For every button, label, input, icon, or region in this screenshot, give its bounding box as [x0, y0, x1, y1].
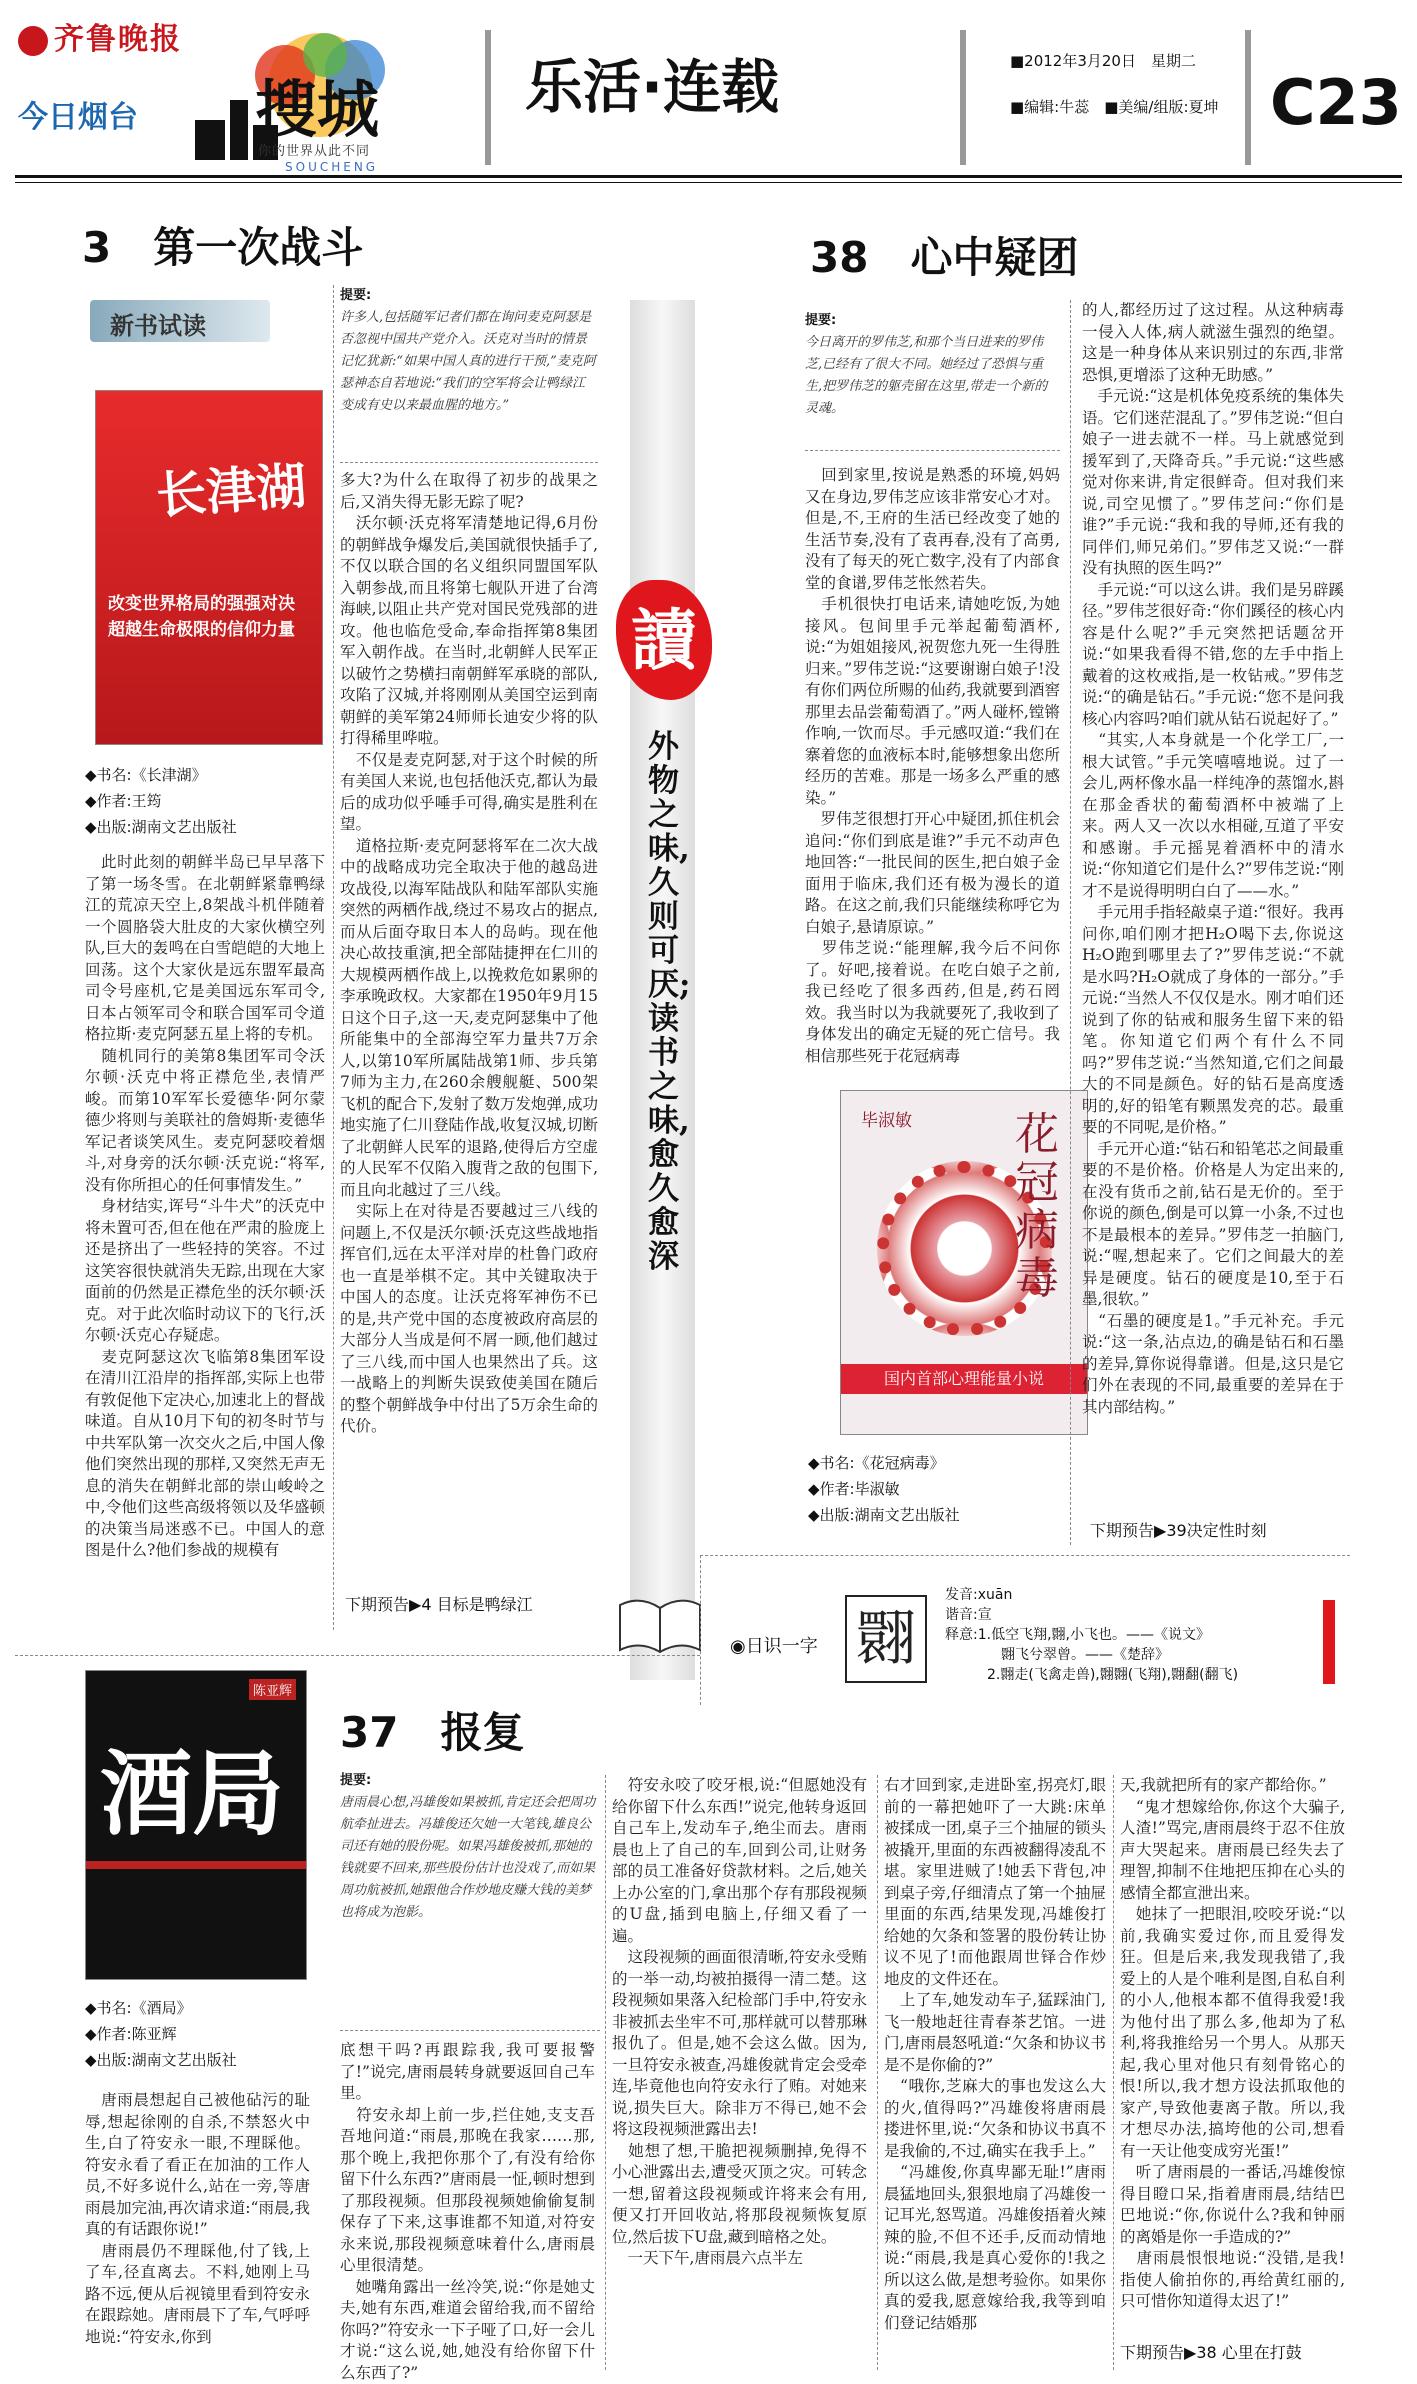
- editors: ■编辑:牛蕊 ■美编/组版:夏坤: [1010, 98, 1219, 116]
- city-edition: 今日烟台: [18, 100, 138, 135]
- paper-name: 齐鲁晚报: [54, 22, 182, 57]
- book-cover-changjinhu: 长津湖 改变世界格局的强强对决 超越生命极限的信仰力量: [95, 390, 323, 745]
- left-article-title: 3 第一次战斗: [82, 223, 364, 272]
- book-cover-jiuju: 陈亚辉 酒局: [85, 1670, 307, 1980]
- page-number: C23: [1270, 66, 1402, 139]
- header-divider: [1245, 30, 1251, 165]
- word-of-day-label: ◉日识一字: [730, 1636, 818, 1657]
- right-article-col2: 的人,都经历过了这过程。从这种病毒一侵入人体,病人就滋生强烈的绝望。这是一种身体从来识别过的东西,非常恐惧,更增添了这种无助感。” 手元说:“这是机体免疫系统的集体失语。它们迷茫混乱了。”罗伟芝说:“但白娘子一进去就不一样。马上就感觉到援军到了,天降奇兵。”手元说:“这些感觉对你来讲,肯定很鲜奇。但对我们来说,司空见惯了。”罗伟芝问:“你们是谁?”手元说:“我和我的导师,还有我的同伴们,师兄弟们。”罗伟芝又说:“一群没有执照的医生吗?” 手元说:“可以这么讲。我们是另辟蹊径。”罗伟芝很好奇:“你们蹊径的核心内容是什么呢?”手元突然把话题岔开说:“如果我看得不错,您的左手中指上戴着的这枚戒指,是一枚钻戒。”罗伟芝说:“的确是钻石。”手元说:“您不是问我核心内容吗?咱们就从钻石说起好了。” “其实,人本身就是一个化学工厂,一根大试管。”手元笑嘻嘻地说。过了一会儿,两杯像水晶一样纯净的蒸馏水,斟在那金香状的葡萄酒杯中被端了上来。两人又一次以水相碰,互道了平安和感谢。手元摇晃着酒杯中的清水说:“你知道它们是什么?”罗伟芝说:“刚才不是说得明明白白了——水。” 手元用手指轻敲桌子道:“很好。我再问你,咱们刚才把H₂O喝下去,你说这H₂O跑到哪里去了?”罗伟芝说:“不就是水吗?H₂O就成了身体的一部分。”手元说:“当然人不仅仅是水。刚才咱们还说到了你的钻戒和服务生留下来的铅笔。你知道它们两个有什么不同吗?”罗伟芝说:“当然知道,它们之间最大的不同是颜色。好的钻石是高度透明的,好的铅笔有颗黑发亮的芯。最重要的不同呢,是价格。” 手元开心道:“钻石和铅笔芯之间最重要的不是价格。价格是人为定出来的,在没有货币之前,钻石是无价的。至于你说的颜色,倒是可以算一小条,不过也不是最根本的差异。”罗伟芝一拍脑门,说:“喔,想起来了。它们之间最大的差异是硬度。钻石的硬度是10,至于石墨,很软。” “石墨的硬度是1。”手元补充。手元说:“这一条,沾点边,的确是钻石和石墨的差异,算你说得靠谱。但是,这只是它们外在表现的不同,最重要的差异在于其内部结构。”: [1082, 301, 1344, 1416]
- left-article-intro: 提要: 许多人,包括随军记者们都在询问麦克阿瑟是否忽视中国共产党介入。沃克对当时的情景记忆犹新:“如果中国人真的进行干预,”麦克阿瑟神态自若地说:“我们的空军将会让鸭绿江变成有史以来最血腥的地方。”: [340, 288, 596, 413]
- intro-divider: [340, 2030, 600, 2031]
- right-book-meta: ◆书名:《花冠病毒》 ◆作者:毕淑敏 ◆出版:湖南文艺出版社: [808, 1454, 960, 1524]
- right-article-title: 38 心中疑团: [810, 233, 1079, 282]
- header-divider: [960, 30, 966, 165]
- column-rule: [877, 1775, 878, 2370]
- bottom-article-col3: 右才回到家,走进卧室,拐亮灯,眼前的一幕把她吓了一大跳:床单被揉成一团,桌子三个抽屉的锁头被撬开,里面的东西被翻得凌乱不堪。家里进贼了!她丢下背包,冲到桌子旁,仔细清点了第一个抽屉里面的东西,结果发现,冯雄俊打给她的欠条和签署的股份转让协议不见了!而他跟周世铎合作炒地皮的文件还在。 上了车,她发动车子,猛踩油门,飞一般地赶往青春茶艺馆。一进门,唐雨晨怒吼道:“欠条和协议书是不是你偷的?” “哦你,芝麻大的事也发这么大的火,值得吗?”冯雄俊将唐雨晨搂进怀里,说:“欠条和协议书真不是我偷的,不过,确实在我手上。” “冯雄俊,你真卑鄙无耻!”唐雨晨猛地回头,狠狠地扇了冯雄俊一记耳光,怒骂道。冯雄俊捂着火辣辣的脸,不但不还手,反而动情地说:“雨晨,我是真心爱你的!我之所以这么做,是想考验你。如果你真的爱我,愿意嫁给我,我等到咱们登记结婚那: [884, 1776, 1106, 2332]
- section-title: 乐活·连载: [525, 53, 780, 121]
- book-cover-huaguanbingdu: 花冠病毒 毕淑敏 国内首部心理能量小说: [840, 1090, 1088, 1435]
- intro-divider: [805, 450, 1060, 451]
- left-article-col1: 此时此刻的朝鲜半岛已早早落下了第一场冬雪。在北朝鲜紧靠鸭绿江的荒凉天空上,8架战斗机伴随着一个圆胳袋大肚皮的大家伙横空列队,巨大的轰鸣在白雪皑皑的大地上回荡。这个大家伙是远东盟军最高司令号座机,它是美国远东军司令,日本占领军司令和联合国军司令道格拉斯·麦克阿瑟五星上将的专机。 随机同行的美第8集团军司令沃尔顿·沃克中将正襟危坐,表情严峻。而第10军军长爱德华·阿尔蒙德少将则与美联社的詹姆斯·麦德华军记者谈笑风生。麦克阿瑟咬着烟斗,对身旁的沃尔顿·沃克说:“将军,没有你所担心的任何事情发生。” 身材结实,诨号“斗牛犬”的沃克中将未置可否,但在他在严肃的脸庞上还是挤出了一些轻持的笑容。不过这笑容很快就消失无踪,出现在大家面前的仍然是正襟危坐的沃尔顿·沃克。对于此次临时动议下的飞行,沃尔顿·沃克心存疑虑。 麦克阿瑟这次飞临第8集团军设在清川江沿岸的指挥部,实际上也带有敦促他下定决心,加速北上的督战味道。自从10月下旬的初冬时节与中共军队第一次交火之后,中国人像他们突然出现的那样,又突然无声无息的消失在朝鲜北部的崇山峻岭之中,令他们这些高级将领以及华盛顿的决策当局迷惑不已。中国人的意图是什么?他们参战的规模有: [85, 853, 325, 1559]
- word-of-day-char: 翾: [845, 1595, 927, 1683]
- section-rule: [15, 1655, 700, 1656]
- word-box-top-rule: [700, 1555, 1350, 1556]
- issue-date: ■2012年3月20日 星期二: [1010, 52, 1196, 70]
- bottom-article-title: 37 报复: [340, 1708, 525, 1757]
- newspaper-logo: [18, 14, 182, 58]
- logo-swirl-icon: [18, 26, 48, 56]
- column-en: SOUCHENG: [285, 160, 379, 174]
- column-slogan: 你的世界从此不同: [258, 144, 371, 159]
- bottom-article-intro: 提要: 唐雨晨心想,冯雄俊如果被抓,肯定还会把周功航牵扯进去。冯雄俊还欠她一大笔钱,雄良公司还有她的股份呢。如果冯雄俊被抓,那她的钱就要不回来,那些股份估计也没戏了,而如果周功航被抓,她跟他合作炒地皮赚大钱的美梦也将成为泡影。: [340, 1773, 596, 1920]
- open-book-icon: [615, 1590, 705, 1660]
- intro-divider: [340, 462, 598, 463]
- reading-quote: 外物之味,久则可厌;读书之味,愈久愈深: [648, 729, 691, 1275]
- header-divider: [485, 30, 491, 165]
- word-of-day-info: 发音:xuān 谐音:宣 释意:1.低空飞翔,翾,小飞也。——《说文》 翾飞兮翠曾。——《楚辞》 2.翾走(飞禽走兽),翾翾(飞翔),翾翻(翻飞): [945, 1587, 1239, 1683]
- column-rule: [333, 285, 334, 1630]
- bottom-article-col4: 天,我就把所有的家产都给你。” “鬼才想嫁给你,你这个大骗子,人渣!”骂完,唐雨晨终于忍不住放声大哭起来。唐雨晨已经失去了理智,抑制不住地把压抑在心头的感情全都宣泄出来。 她抹了一把眼泪,咬咬牙说:“以前,我确实爱过你,而且爱得发狂。但是后来,我发现我错了,我爱上的人是个唯利是图,自私自利的小人,他根本都不值得我爱!我为他付出了那么多,他却为了私利,将我推给另一个男人。从那天起,我心里对他只有刻骨铭心的恨!所以,我才想方设法抓取他的家产,导致他妻离子散。所以,我才想尽办法,搞垮他的公司,想看有一天让他变成穷光蛋!” 听了唐雨晨的一番话,冯雄俊惊得目瞪口呆,指着唐雨晨,结结巴巴地说:“你,你说什么?我和钟丽的离婚是你一手造成的?” 唐雨晨恨恨地说:“没错,是我!指使人偷拍你的,再给黄红丽的,只可惜你知道得太迟了!”: [1120, 1776, 1345, 2310]
- right-article-intro: 提要: 今日离开的罗伟芝,和那个当日进来的罗伟芝,已经有了很大不同。她经过了恐惧与重生,把罗伟芝的躯壳留在这里,带走一个新的灵魂。: [805, 313, 1048, 416]
- bottom-article-col1: 底想干吗?再跟踪我,我可要报警了!”说完,唐雨晨转身就要返回自己车里。 符安永却上前一步,拦住她,支支吾吾地问道:“雨晨,那晚在我家……那,那个晚上,我把你那个了,有没有给你留下什么东西?”唐雨晨一怔,顿时想到了那段视频。但那段视频她偷偷复制保存了下来,这事谁都不知道,对符安永来说,那段视频意味着什么,唐雨晨心里很清楚。 她嘴角露出一丝冷笑,说:“你是她丈夫,她有东西,难道会留给我,而不留给你吗?”符安永一下子哑了口,好一会儿才说:“这么说,她,她没有给你留下什么东西了?”: [340, 2041, 595, 2382]
- bottom-next-preview: 下期预告▶38 心里在打鼓: [1120, 2343, 1302, 2362]
- column-rule: [1113, 1775, 1114, 2370]
- right-article-col1: 回到家里,按说是熟悉的环境,妈妈又在身边,罗伟芝应该非常安心才对。但是,不,王府的生活已经改变了她的生活节奏,没有了袁再春,没有了高勇,没有了每天的死亡数字,没有了内部食堂的食谱,罗伟芝怅然若失。 手机很快打电话来,请她吃饭,为她接风。包间里手元举起葡萄酒杯,说:“为姐姐接风,祝贺您九死一生得胜归来。”罗伟芝说:“这要谢谢白娘子!没有你们两位所赐的仙药,我就要到酒窖那里去品尝葡萄酒了。”两人碰杯,镗锵作响,一饮而尽。手元感叹道:“我们在寨着您的血液标本时,能够想象出您所经历的苦难。那是一场多么严重的感染。” 罗伟芝很想打开心中疑团,抓住机会追问:“你们到底是谁?”手元不动声色地回答:“一批民间的医生,把白娘子金面用于临床,我们还有极为漫长的道路。在这之前,我们只能继续称呼它为白娘子,悬请原谅。” 罗伟芝说:“能理解,我今后不问你了。好吧,接着说。在吃白娘子之前,我已经吃了很多西药,但是,药石罔效。我当时以为我就要死了,我收到了身体发出的确定无疑的死亡信号。我相信那些死于花冠病毒: [805, 466, 1060, 1065]
- column-rule: [1070, 300, 1071, 1545]
- read-glyph: 讀: [616, 580, 712, 700]
- new-book-badge: 新书试读: [90, 300, 270, 342]
- word-box-left-rule: [700, 1555, 701, 1705]
- header-rule-thin: [15, 182, 1402, 183]
- left-next-preview: 下期预告▶4 目标是鸭绿江: [345, 1595, 533, 1614]
- bottom-article-col2: 符安永咬了咬牙根,说:“但愿她没有给你留下什么东西!”说完,他转身返回自己车上,发动车子,绝尘而去。唐雨晨也上了自己的车,回到公司,让财务部的员工准备好贷款材料。之后,她关上办公室的门,拿出那个存有那段视频的U盘,插到电脑上,仔细又看了一遍。 这段视频的画面很清晰,符安永受贿的一举一动,均被拍摄得一清二楚。这段视频如果落入纪检部门手中,符安永非被抓去坐牢不可,那样就可以替那琳报仇了。但是,她不会这么做。因为,一旦符安永被查,冯雄俊就肯定会受牵连,毕竟他也向符安永行了贿。对她来说,损失巨大。除非万不得已,她不会将这段视频泄露出去! 她想了想,干脆把视频删掉,免得不小心泄露出去,遭受灭顶之灾。可转念一想,留着这段视频或许将来会有用,便又打开回收站,将那段视频恢复原位,然后拔下U盘,藏到暗格之处。 一天下午,唐雨晨六点半左: [612, 1776, 867, 2267]
- column-rule: [605, 1775, 606, 2370]
- bottom-book-meta: ◆书名:《酒局》 ◆作者:陈亚辉 ◆出版:湖南文艺出版社: [85, 1999, 237, 2069]
- header-rule: [15, 175, 1402, 178]
- word-box-accent: [1323, 1600, 1335, 1684]
- bottom-article-col0: 唐雨晨想起自己被他砧污的耻辱,想起徐刚的自杀,不禁怒火中生,白了符安永一眼,不理睬他。符安永看了看正在加油的工作人员,不好多说什么,站在一旁,等唐雨晨加完油,再次请求道:“雨晨,我真的有话跟你说!” 唐雨晨仍不理睬他,付了钱,上了车,径直离去。不料,她刚上马路不远,便从后视镜里看到符安永在跟踪她。唐雨晨下了车,气呼呼地说:“符安永,你到: [85, 2091, 310, 2346]
- left-book-meta: ◆书名:《长津湖》 ◆作者:王筠 ◆出版:湖南文艺出版社: [85, 766, 237, 836]
- left-article-col2: 多大?为什么在取得了初步的战果之后,又消失得无影无踪了呢? 沃尔顿·沃克将军清楚地记得,6月份的朝鲜战争爆发后,美国就很快插手了,不仅以联合国的名义组织同盟国军队入朝参战,而且将第七舰队开进了台湾海峡,以阻止共产党对国民党残部的进攻。他也临危受命,奉命指挥第8集团军入朝作战。在当时,北朝鲜人民军正以破竹之势横扫南朝鲜军承晓的部队,攻陷了汉城,并将刚刚从美国空运到南朝鲜的美军第24师师长迪安少将的队打得稀里哗啦。 不仅是麦克阿瑟,对于这个时候的所有美国人来说,也包括他沃克,都认为最后的成功似乎唾手可得,确实是胜利在望。 道格拉斯·麦克阿瑟将军在二次大战中的战略成功完全取决于他的越岛进攻战役,以海军陆战队和陆军部队实施突然的两栖作战,绕过不易攻占的据点,而从后面夺取日本人的岛屿。现在他决心故技重演,把全部陆捷押在仁川的大规模两栖作战上,以挽救危如累卵的李承晚政权。大家都在1950年9月15日这个日子,这一天,麦克阿瑟集中了他所能集中的全部海空军力量共7万余人,以第10军所属陆战第1师、步兵第7师为主力,在260余艘舰艇、500架飞机的配合下,发射了数万发炮弹,成功地实施了仁川登陆作战,收复汉城,切断了北朝鲜人民军的退路,使得后方空虚的人民军不仅陷入腹背之敌的包围下,而且向北越过了三八线。 实际上在对待是否要越过三八线的问题上,不仅是沃尔顿·沃克这些战地指挥官们,远在太平洋对岸的杜鲁门政府也一直是举棋不定。其中关键取决于中国人的态度。让沃克将军神伤不已的是,共产党中国的态度被政府高层的大部分人当成是何不屑一顾,他们越过了三八线,而中国人也果然出了兵。这一战略上的判断失误致使美国在随后的整个朝鲜战争中付出了5万余生命的代价。: [340, 471, 598, 1435]
- right-next-preview: 下期预告▶39决定性时刻: [1090, 1521, 1267, 1540]
- column-logo: 搜城: [255, 73, 380, 146]
